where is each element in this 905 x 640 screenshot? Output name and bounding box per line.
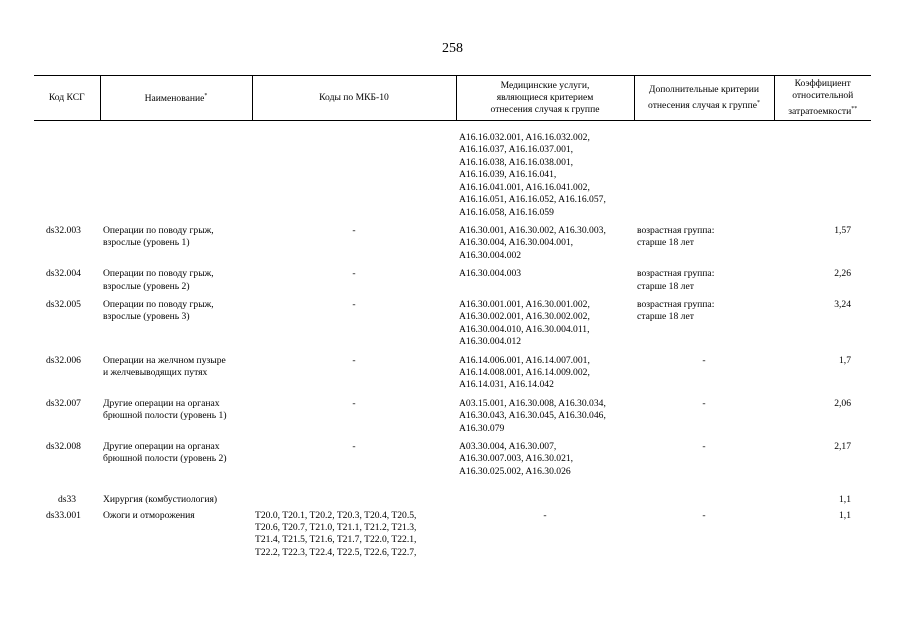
row-code: ds32.008 xyxy=(46,441,81,452)
row-services: A16.30.001.001, A16.30.001.002, A16.30.002.001, A16.30.002.002, A16.30.004.010, A16.30.004.011, A16.30.004.012 xyxy=(459,298,590,348)
table-row xyxy=(34,398,871,441)
ksg-table xyxy=(34,75,871,565)
row-criteria: возрастная группа: старше 18 лет xyxy=(637,224,715,249)
table-header xyxy=(34,76,871,121)
row-services: A16.30.001, A16.30.002, A16.30.003, A16.30.004, A16.30.004.001, A16.30.004.002 xyxy=(459,224,606,261)
row-code: ds33.001 xyxy=(46,509,81,521)
row-criteria: возрастная группа: старше 18 лет xyxy=(637,268,715,292)
row-coef: 1,57 xyxy=(834,224,851,236)
row-criteria: - xyxy=(702,441,706,452)
table-row xyxy=(34,121,871,225)
row-criteria: - xyxy=(702,354,706,366)
row-mkb: - xyxy=(352,268,356,280)
row-services: A16.14.006.001, A16.14.007.001, A16.14.008.001, A16.14.009.002, A16.14.031, A16.14.042 xyxy=(459,354,590,391)
row-criteria: возрастная группа: старше 18 лет xyxy=(637,298,715,323)
header-mkb: Коды по МКБ-10 xyxy=(252,76,456,121)
row-code: ds32.005 xyxy=(46,298,81,310)
row-code xyxy=(34,121,100,225)
row-services: A16.16.032.001, A16.16.032.002, A16.16.037, A16.16.037.001, A16.16.038, A16.16.038.001, A16.16.039, A16.16.041, A16.16.041.001, A16.16.041.002, A16.16.051, A16.16.052, A16.16.057, A16.16.058, A16.16.059 xyxy=(459,132,606,218)
header-criteria: Дополнительные критерии отнесения случая к группе* xyxy=(634,76,774,121)
header-services: Медицинские услуги, являющиеся критерием отнесения случая к группе xyxy=(456,76,634,121)
group-coef: 1,1 xyxy=(839,494,851,506)
row-mkb: - xyxy=(352,224,356,236)
row-name: Операции по поводу грыж, взрослые (уровень 1) xyxy=(103,224,214,249)
row-code: ds32.007 xyxy=(46,397,81,409)
header-coef: Коэффициент относительной затратоемкости** xyxy=(774,76,871,121)
table-row xyxy=(34,355,871,398)
group-code: ds33 xyxy=(57,494,77,506)
row-criteria: - xyxy=(702,509,706,521)
header-name: Наименование* xyxy=(100,76,252,121)
table-row xyxy=(34,510,871,566)
group-row xyxy=(34,484,871,509)
ksg-table-grid xyxy=(34,75,871,565)
row-services: A03.15.001, A16.30.008, A16.30.034, A16.30.043, A16.30.045, A16.30.046, A16.30.079 xyxy=(459,397,606,434)
row-mkb: - xyxy=(352,441,356,452)
row-code: ds32.006 xyxy=(46,354,81,366)
row-mkb xyxy=(252,121,456,225)
table-row xyxy=(34,268,871,299)
row-services: A16.30.004.003 xyxy=(459,268,522,280)
row-mkb: T20.0, T20.1, T20.2, T20.3, T20.4, T20.5, T20.6, T20.7, T21.0, T21.1, T21.2, T21.3, T21.4, T21.5, T21.6, T21.7, T22.0, T22.1, T22.2, T22.3, T22.4, T22.5, T22.6, T22.7, xyxy=(255,509,417,558)
row-mkb: - xyxy=(352,397,356,409)
page-number: 258 xyxy=(442,41,463,56)
row-services: A03.30.004, A16.30.007, A16.30.007.003, A16.30.021, A16.30.025.002, A16.30.026 xyxy=(459,441,574,477)
row-coef: 2,26 xyxy=(834,268,851,280)
row-criteria: - xyxy=(702,397,706,409)
row-coef: 1,7 xyxy=(839,354,851,366)
row-name xyxy=(100,121,252,225)
row-name: Другие операции на органах брюшной полости (уровень 1) xyxy=(103,397,227,422)
row-name: Операции по поводу грыж, взрослые (уровень 2) xyxy=(103,268,214,292)
row-mkb: - xyxy=(352,298,356,310)
group-name: Хирургия (комбустиология) xyxy=(103,494,218,506)
row-mkb: - xyxy=(352,354,356,366)
row-coef: 2,06 xyxy=(834,397,851,409)
row-coef: 1,1 xyxy=(839,509,851,521)
table-row xyxy=(34,441,871,484)
row-services: - xyxy=(543,509,547,521)
header-code: Код КСГ xyxy=(34,76,100,121)
row-coef xyxy=(774,121,871,225)
row-code: ds32.004 xyxy=(46,268,81,280)
row-coef: 2,17 xyxy=(834,441,851,452)
row-name: Другие операции на органах брюшной полости (уровень 2) xyxy=(103,441,227,465)
row-name: Операции на желчном пузыре и желчевыводящих путях xyxy=(103,354,226,378)
row-coef: 3,24 xyxy=(834,298,851,310)
table-row xyxy=(34,299,871,355)
row-criteria xyxy=(634,121,774,225)
row-name: Операции по поводу грыж, взрослые (уровень 3) xyxy=(103,298,214,323)
row-name: Ожоги и отморожения xyxy=(103,509,195,521)
row-code: ds32.003 xyxy=(46,224,81,236)
table-row xyxy=(34,225,871,268)
